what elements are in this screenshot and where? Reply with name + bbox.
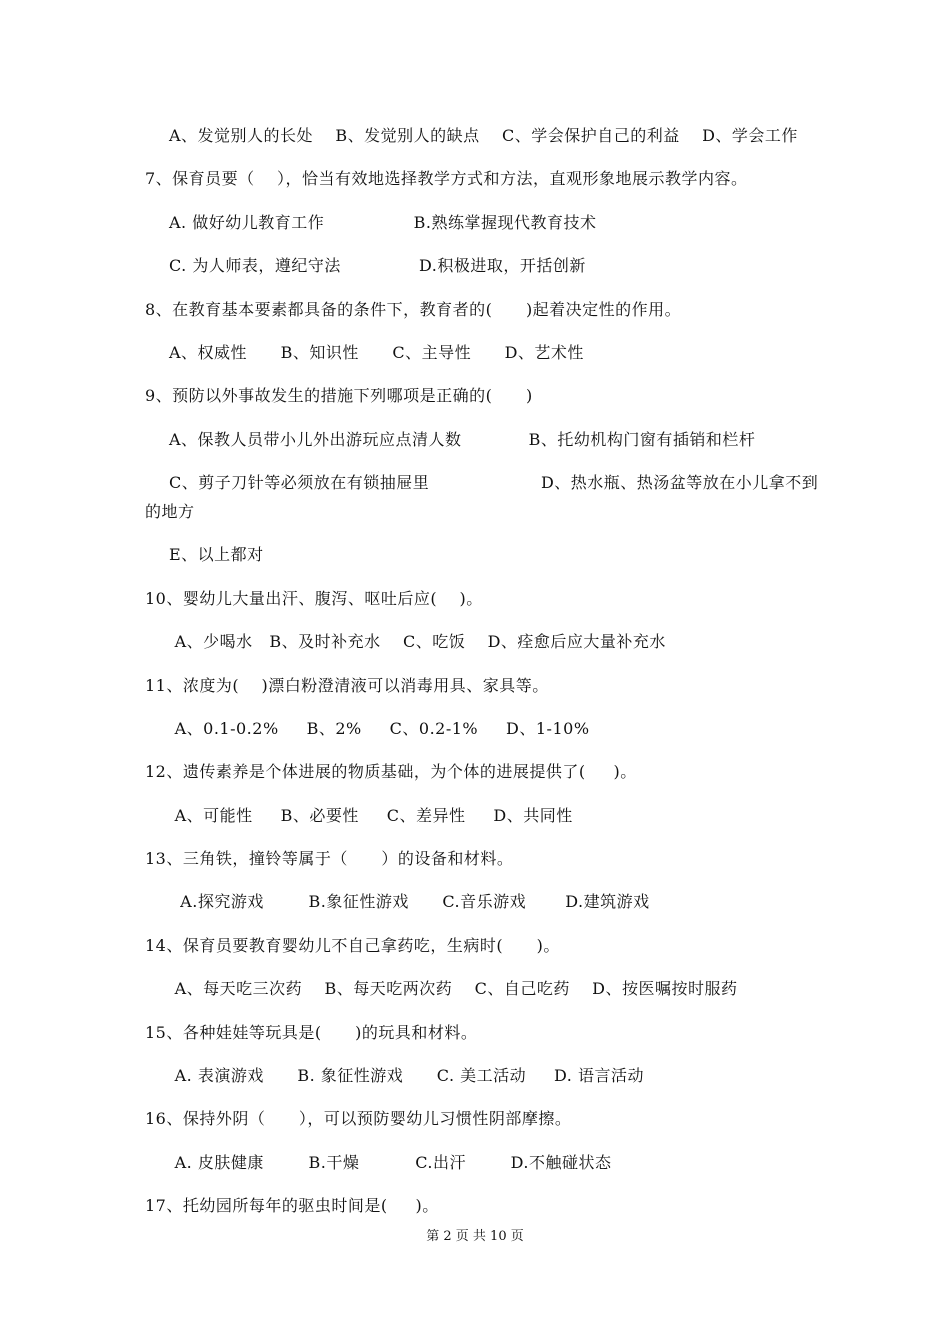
q14-options: A、每天吃三次药 B、每天吃两次药 C、自己吃药 D、按医嘱按时服药 bbox=[169, 979, 738, 998]
question-13: 13、三角铁，撞铃等属于（ ）的设备和材料。 bbox=[145, 849, 514, 868]
question-9: 9、预防以外事故发生的措施下列哪项是正确的( ) bbox=[145, 386, 533, 405]
page-footer: 第 2 页 共 10 页 bbox=[426, 1229, 524, 1244]
question-14: 14、保育员要教育婴幼儿不自己拿药吃，生病时( )。 bbox=[145, 936, 560, 955]
q13-options: A.探究游戏 B.象征性游戏 C.音乐游戏 D.建筑游戏 bbox=[169, 892, 650, 911]
question-12: 12、遗传素养是个体进展的物质基础，为个体的进展提供了( )。 bbox=[145, 762, 637, 781]
q6-options: A、发觉别人的长处 B、发觉别人的缺点 C、学会保护自己的利益 D、学会工作 bbox=[169, 126, 798, 145]
q12-options: A、可能性 B、必要性 C、差异性 D、共同性 bbox=[169, 806, 573, 825]
q7-options-cd: C. 为人师表，遵纪守法 D.积极进取，开括创新 bbox=[169, 256, 586, 275]
question-11: 11、浓度为( )漂白粉澄清液可以消毒用具、家具等。 bbox=[145, 676, 549, 695]
q9-options-ab: A、保教人员带小儿外出游玩应点清人数 B、托幼机构门窗有插销和栏杆 bbox=[169, 430, 756, 449]
question-7: 7、保育员要（ ），恰当有效地选择教学方式和方法，直观形象地展示教学内容。 bbox=[145, 169, 748, 188]
q16-options: A. 皮肤健康 B.干燥 C.出汗 D.不触碰状态 bbox=[169, 1153, 612, 1172]
question-15: 15、各种娃娃等玩具是( )的玩具和材料。 bbox=[145, 1023, 478, 1042]
q9-options-cd-continued: 的地方 bbox=[145, 502, 195, 521]
question-16: 16、保持外阴（ ），可以预防婴幼儿习惯性阴部摩擦。 bbox=[145, 1109, 572, 1128]
question-10: 10、婴幼儿大量出汗、腹泻、呕吐后应( )。 bbox=[145, 589, 483, 608]
q9-option-e: E、以上都对 bbox=[169, 545, 264, 564]
q15-options: A. 表演游戏 B. 象征性游戏 C. 美工活动 D. 语言活动 bbox=[169, 1066, 644, 1085]
q8-options: A、权威性 B、知识性 C、主导性 D、艺术性 bbox=[169, 343, 584, 362]
question-8: 8、在教育基本要素都具备的条件下，教育者的( )起着决定性的作用。 bbox=[145, 300, 682, 319]
q7-options-ab: A. 做好幼儿教育工作 B.熟练掌握现代教育技术 bbox=[169, 213, 597, 232]
q10-options: A、少喝水 B、及时补充水 C、吃饭 D、痊愈后应大量补充水 bbox=[169, 632, 666, 651]
question-17: 17、托幼园所每年的驱虫时间是( )。 bbox=[145, 1196, 439, 1215]
q11-options: A、0.1-0.2% B、2% C、0.2-1% D、1-10% bbox=[169, 719, 590, 738]
q9-options-cd: C、剪子刀针等必须放在有锁抽屉里 D、热水瓶、热汤盆等放在小儿拿不到 bbox=[169, 473, 819, 492]
